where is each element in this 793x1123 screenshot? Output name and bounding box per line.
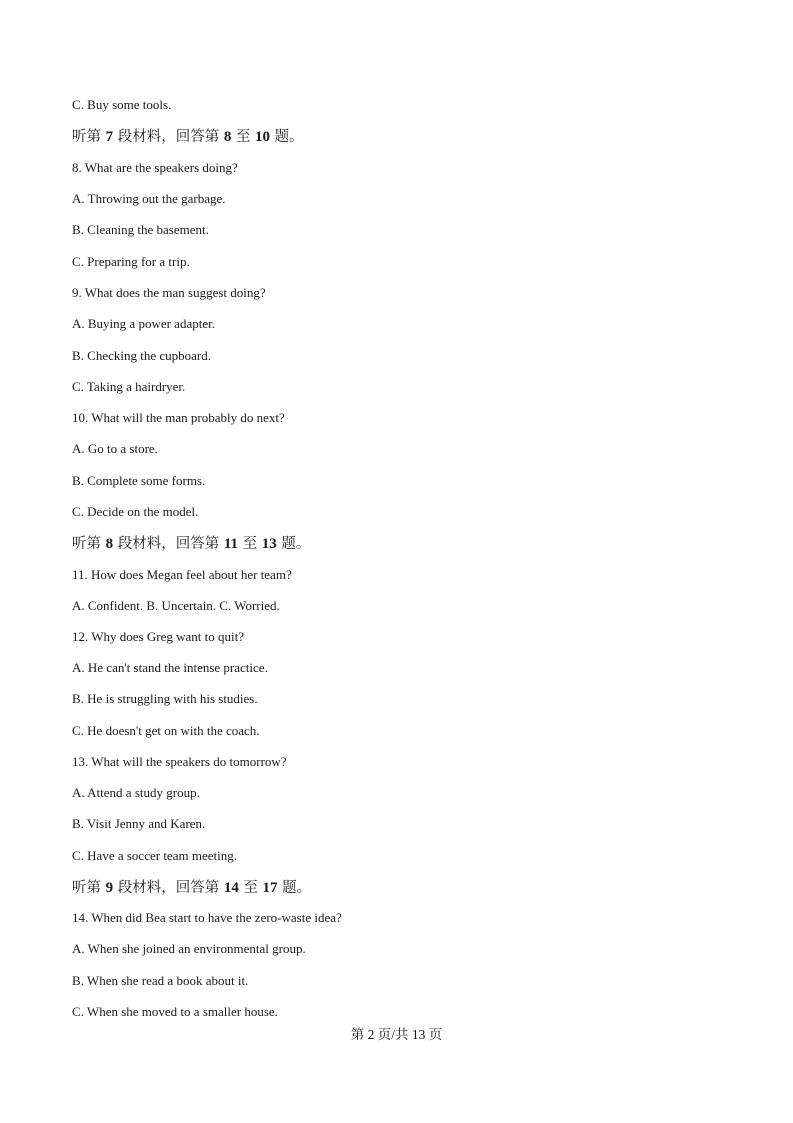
heading-num1: 9 [105,880,114,896]
option-13c: C. Have a soccer team meeting. [72,848,237,863]
option-13a: A. Attend a study group. [72,785,200,800]
heading-mid: 段材料，回答第 [113,129,224,145]
heading-num2: 11 [223,536,239,552]
heading-num1: 8 [105,536,114,552]
option-9b: B. Checking the cupboard. [72,348,211,363]
heading-post: 题。 [270,129,304,145]
question-9: 9. What does the man suggest doing? [72,285,266,300]
heading-num2: 14 [223,880,239,896]
option-9c: C. Taking a hairdryer. [72,379,186,394]
heading-mid: 段材料，回答第 [113,880,224,896]
section-heading-8 [72,535,310,553]
question-14: 14. When did Bea start to have the zero-waste idea? [72,910,342,925]
option-8c: C. Preparing for a trip. [72,254,190,269]
option-12b: B. He is struggling with his studies. [72,691,258,706]
section-heading-7 [72,128,304,146]
option-12a: A. He can't stand the intense practice. [72,660,268,675]
heading-mid2: 至 [238,880,263,896]
option-14c: C. When she moved to a smaller house. [72,1004,278,1019]
section-heading-9 [72,879,311,897]
heading-num1: 7 [105,129,114,145]
heading-mid: 段材料，回答第 [113,536,224,552]
question-10: 10. What will the man probably do next? [72,410,285,425]
heading-post: 题。 [277,880,312,896]
question-11: 11. How does Megan feel about her team? [72,567,292,582]
option-10a: A. Go to a store. [72,441,158,456]
heading-num2: 8 [223,129,232,145]
option-12c: C. He doesn't get on with the coach. [72,723,260,738]
option-9a: A. Buying a power adapter. [72,316,215,331]
heading-mid2: 至 [238,536,262,552]
question-12: 12. Why does Greg want to quit? [72,629,244,644]
question-8: 8. What are the speakers doing? [72,160,238,175]
heading-pre: 听第 [72,129,106,145]
heading-post: 题。 [276,536,311,552]
heading-num3: 10 [255,129,271,145]
option-14a: A. When she joined an environmental group. [72,941,306,956]
heading-num3: 13 [261,536,277,552]
option-14b: B. When she read a book about it. [72,973,249,988]
heading-pre: 听第 [72,536,106,552]
option-13b: B. Visit Jenny and Karen. [72,816,206,831]
question-13: 13. What will the speakers do tomorrow? [72,754,287,769]
heading-num3: 17 [262,880,278,896]
option-7c: C. Buy some tools. [72,97,172,112]
heading-pre: 听第 [72,880,106,896]
heading-mid2: 至 [231,129,256,145]
option-8b: B. Cleaning the basement. [72,222,209,237]
option-10c: C. Decide on the model. [72,504,199,519]
option-8a: A. Throwing out the garbage. [72,191,226,206]
option-10b: B. Complete some forms. [72,473,206,488]
options-11: A. Confident. B. Uncertain. C. Worried. [72,598,280,613]
page-footer: 第 2 页/共 13 页 [350,1027,443,1042]
